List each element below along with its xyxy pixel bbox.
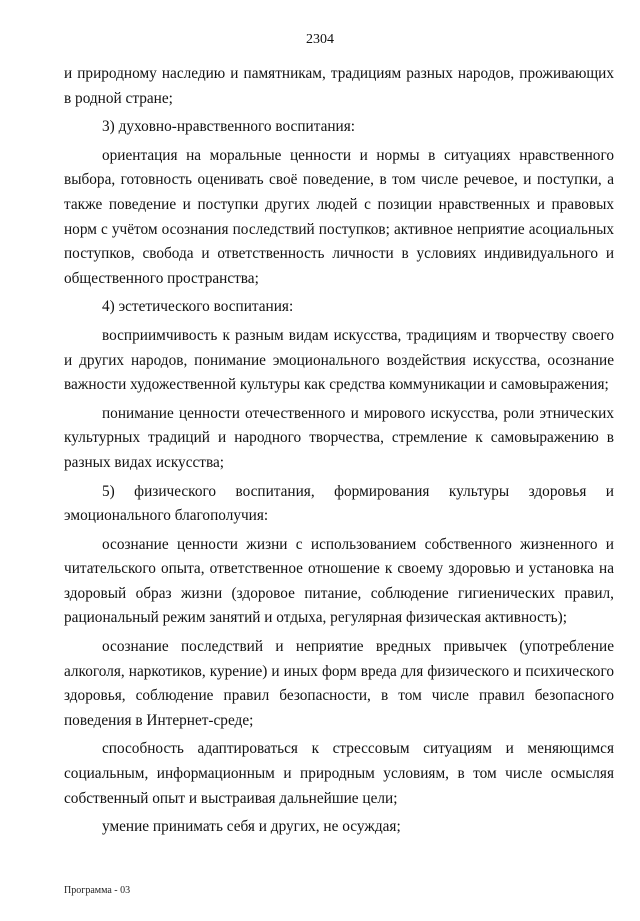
paragraph-continuation: и природному наследию и памятникам, традициям разных народов, проживающих в родной стране; <box>64 65 614 107</box>
section-heading-aesthetic: 4) эстетического воспитания: <box>102 298 294 316</box>
document-body <box>64 62 614 840</box>
footer-label: Программа - 03 <box>64 885 131 896</box>
paragraph-physical-2: осознание последствий и неприятие вредных привычек (употребление алкоголя, наркотиков, курение) и иных форм вреда для физического и психического здоровья, соблюдение правил безопасности, в том числе правил безопасного поведения в Интернет-среде; <box>64 638 614 729</box>
paragraph-aesthetic-2: понимание ценности отечественного и мирового искусства, роли этнических культурных традиций и народного творчества, стремление к самовыражению в разных видах искусства; <box>64 404 614 471</box>
section-heading-physical: 5) физического воспитания, формирования культуры здоровья и эмоционального благополучия: <box>64 482 614 525</box>
paragraph-physical-1: осознание ценности жизни с использованием собственного жизненного и читательского опыта, ответственное отношение к своему здоровью и установка на здоровый образ жизни (здоровое питание, соблюдение гигиенических правил, рациональный режим занятий и отдыха, регулярная физическая активность); <box>64 535 614 627</box>
paragraph-aesthetic-1: восприимчивость к разным видам искусства, традициям и творчеству своего и других народов, понимание эмоционального воздействия искусства, осознание важности художественной культуры как средства коммуникации и самовыражения; <box>64 326 614 394</box>
page-number: 2304 <box>306 32 334 47</box>
paragraph-physical-3: способность адаптироваться к стрессовым ситуациям и меняющимся социальным, информационным и природным условиям, в том числе осмысляя собственный опыт и выстраивая дальнейшие цели; <box>64 740 614 807</box>
paragraph-physical-4: умение принимать себя и других, не осуждая; <box>102 818 401 836</box>
section-heading-spiritual-moral: 3) духовно-нравственного воспитания: <box>102 118 356 136</box>
paragraph-spiritual-moral: ориентация на моральные ценности и нормы в ситуациях нравственного выбора, готовность оценивать своё поведение, в том числе речевое, и поступки, а также поведение и поступки других людей с позиции нравственных и правовых норм с учётом осознания последствий поступков; активное неприятие асоциальных поступков, свобода и ответственность личности в условиях индивидуального и общественного пространства; <box>64 146 614 287</box>
